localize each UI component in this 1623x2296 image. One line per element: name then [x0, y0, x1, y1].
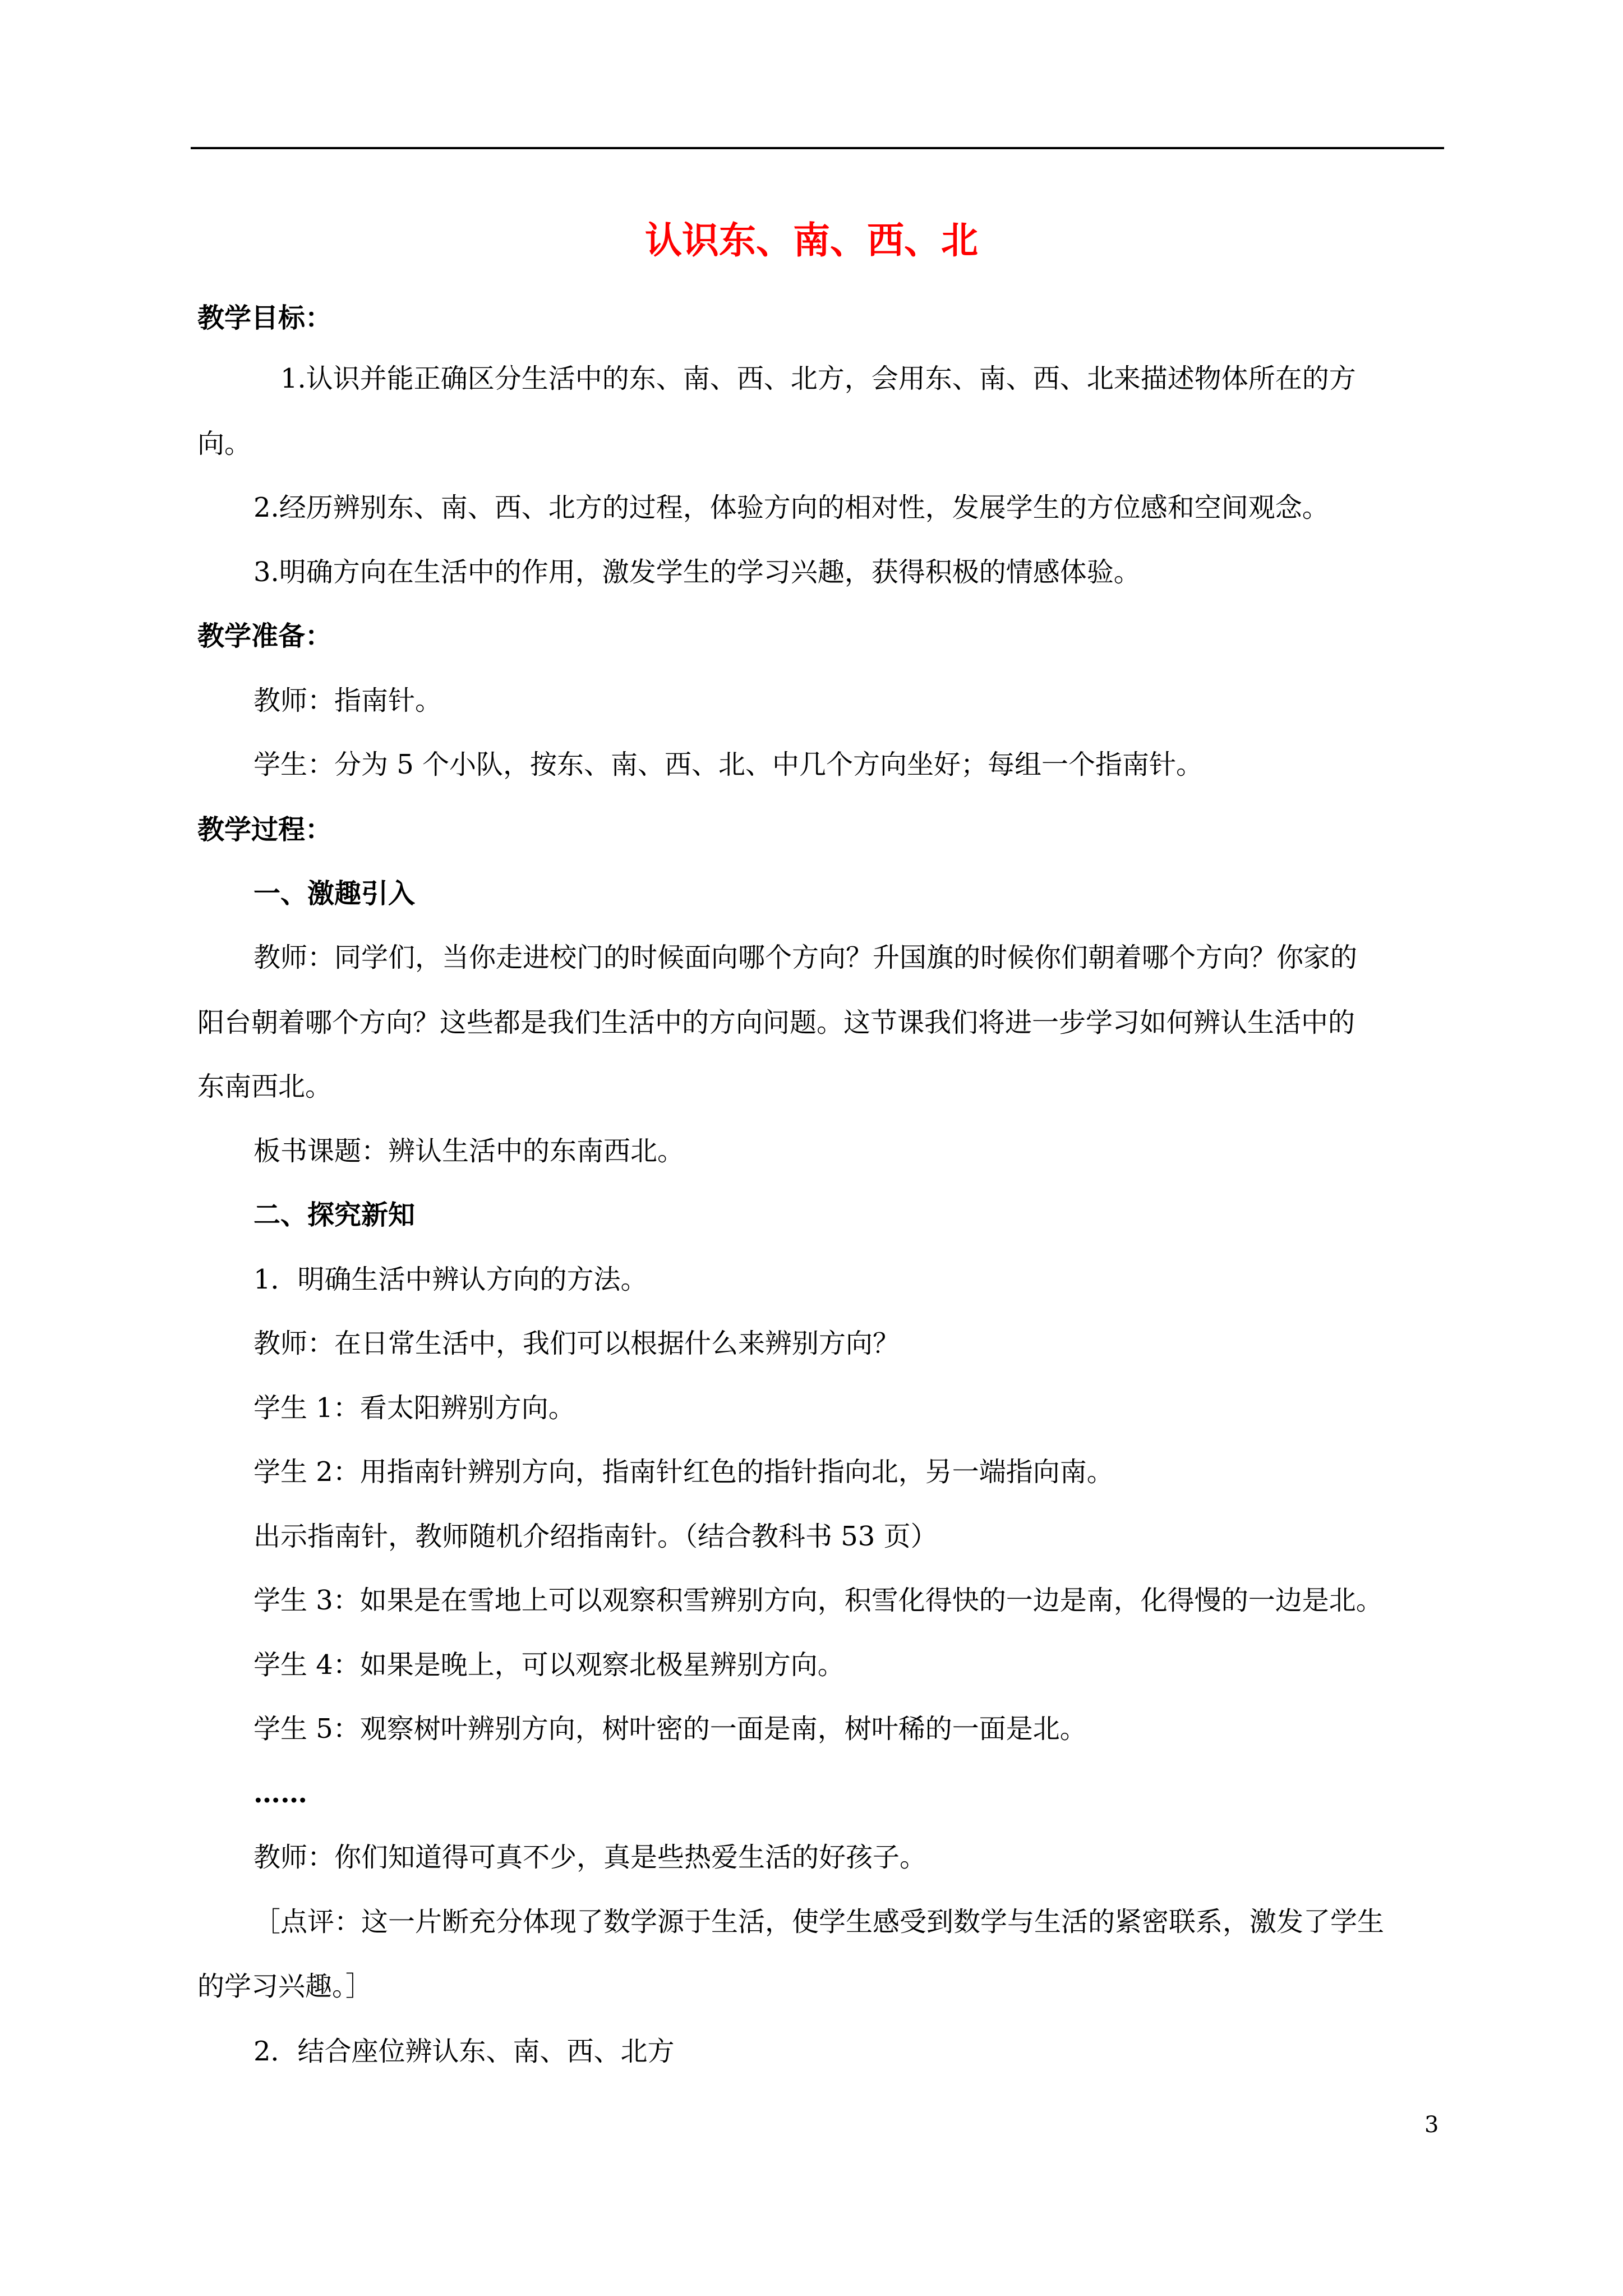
comment-line: ［点评：这一片断充分体现了数学源于生活，使学生感受到数学与生活的紧密联系，激发了学生 — [253, 1906, 1385, 1938]
body-line: 阳台朝着哪个方向？这些都是我们生活中的方向问题。这节课我们将进一步学习如何辨认生活中的 — [197, 1007, 1355, 1038]
body-line: 教师：同学们，当你走进校门的时候面向哪个方向？升国旗的时候你们朝着哪个方向？你家的 — [253, 942, 1358, 973]
body-line: 学生 4：如果是晚上，可以观察北极星辨别方向。 — [253, 1649, 845, 1681]
body-line: 学生 1：看太阳辨别方向。 — [253, 1392, 575, 1424]
ellipsis: …… — [253, 1778, 307, 1809]
preparation-heading: 教学准备： — [197, 620, 333, 652]
objective-line: 3.明确方向在生活中的作用，激发学生的学习兴趣，获得积极的情感体验。 — [253, 556, 1141, 588]
body-line: 教师：你们知道得可真不少，真是些热爱生活的好孩子。 — [253, 1842, 927, 1873]
body-line: 教师：在日常生活中，我们可以根据什么来辨别方向？ — [253, 1328, 900, 1359]
process-heading: 教学过程： — [197, 814, 333, 845]
preparation-line: 学生：分为 5 个小队，按东、南、西、北、中几个方向坐好；每组一个指南针。 — [253, 749, 1204, 780]
header-rule — [191, 147, 1444, 149]
comment-line: 的学习兴趣。］ — [197, 1971, 373, 2002]
document-title: 认识东、南、西、北 — [645, 218, 978, 262]
objectives-heading: 教学目标： — [197, 302, 333, 334]
body-line: 学生 3：如果是在雪地上可以观察积雪辨别方向，积雪化得快的一边是南，化得慢的一边是北。 — [253, 1585, 1383, 1616]
preparation-line: 教师：指南针。 — [253, 685, 442, 716]
section-heading: 二、探究新知 — [253, 1199, 416, 1231]
body-line: 1．明确生活中辨认方向的方法。 — [253, 1264, 648, 1295]
body-line: 学生 2：用指南针辨别方向，指南针红色的指针指向北，另一端指向南。 — [253, 1456, 1114, 1488]
body-line: 学生 5：观察树叶辨别方向，树叶密的一面是南，树叶稀的一面是北。 — [253, 1713, 1087, 1745]
body-line: 板书课题：辨认生活中的东南西北。 — [253, 1135, 685, 1167]
section-heading: 一、激趣引入 — [253, 878, 416, 909]
body-line: 出示指南针，教师随机介绍指南针。（结合教科书 53 页） — [253, 1521, 938, 1552]
objective-line: 2.经历辨别东、南、西、北方的过程，体验方向的相对性，发展学生的方位感和空间观念。 — [253, 492, 1329, 523]
body-line: 东南西北。 — [197, 1071, 333, 1102]
page-number: 3 — [1424, 2112, 1439, 2138]
body-line: 2．结合座位辨认东、南、西、北方 — [253, 2036, 675, 2067]
objective-line: 1.认识并能正确区分生活中的东、南、西、北方，会用东、南、西、北来描述物体所在的方 — [280, 363, 1356, 394]
objective-line: 向。 — [197, 428, 252, 459]
